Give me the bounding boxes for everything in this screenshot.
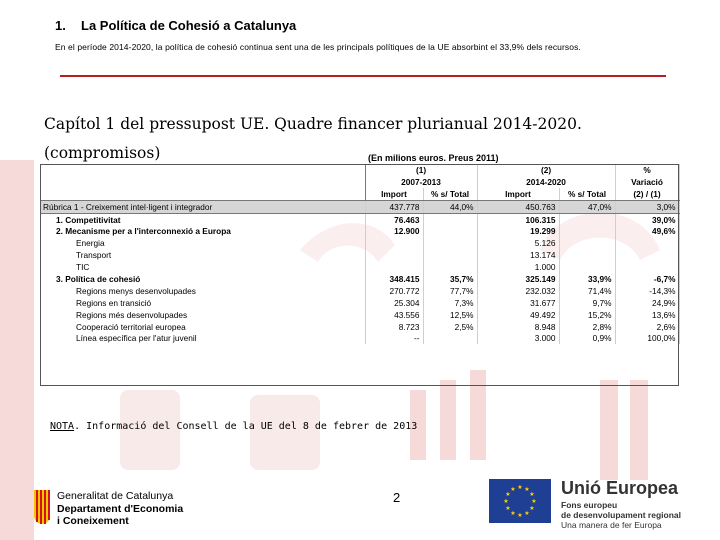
row-label: Transport [40,249,365,261]
gencat-logo [33,489,253,529]
cell-pct1 [423,332,477,344]
cell-pct1: 12,5% [423,309,477,321]
row-label: 2. Mecanisme per a l'interconnexió a Europa [40,225,365,237]
cell-var [615,249,679,261]
svg-text:★: ★ [517,484,523,491]
svg-text:★: ★ [517,512,523,519]
cell-import1: 25.304 [365,297,423,309]
cell-import2: 3.000 [477,332,559,344]
row-label: 1. Competitivitat [40,213,365,225]
cell-import2: 450.763 [477,200,559,213]
header-period1: 2007-2013 [365,176,477,188]
cell-pct1 [423,225,477,237]
header-import2: Import [477,188,559,200]
cell-pct1 [423,213,477,225]
header-import1: Import [365,188,423,200]
cell-import2: 19.299 [477,225,559,237]
cell-var: 3,0% [615,200,679,213]
header-pct2: % s/ Total [559,188,615,200]
table-row [40,273,679,285]
cell-var: 39,0% [615,213,679,225]
svg-text:★: ★ [529,491,535,498]
units-note: (En milions euros. Preus 2011) [368,153,499,163]
cell-import2: 13.174 [477,249,559,261]
row-label: Regions menys desenvolupades [40,285,365,297]
cell-pct2: 15,2% [559,309,615,321]
table-row [40,332,679,344]
header-period2-code: (2) [477,164,615,176]
header-var: (2) / (1) [615,188,679,200]
financial-table [40,164,680,344]
table-row [40,321,679,333]
cell-pct2: 0,9% [559,332,615,344]
cell-pct1 [423,249,477,261]
svg-text:★: ★ [505,491,511,498]
cell-import2: 232.032 [477,285,559,297]
cell-pct2: 9,7% [559,297,615,309]
svg-text:★: ★ [524,510,530,517]
table-row [40,213,679,225]
cell-pct1 [423,261,477,273]
cell-pct1: 77,7% [423,285,477,297]
cell-pct2: 71,4% [559,285,615,297]
section-number: 1. [55,18,66,33]
header-period1-code: (1) [365,164,477,176]
gencat-shield-icon [33,489,51,525]
note-prefix: NOTA [50,421,75,432]
cell-import2: 106.315 [477,213,559,225]
cell-pct2: 33,9% [559,273,615,285]
svg-text:★: ★ [531,498,537,505]
table-row [40,249,679,261]
svg-text:★: ★ [524,486,530,493]
cell-import1 [365,237,423,249]
cell-pct2 [559,249,615,261]
svg-text:★: ★ [510,510,516,517]
gencat-department: Departament d'Economia [57,503,184,515]
cell-var [615,261,679,273]
cell-var [615,237,679,249]
cell-import2: 49.492 [477,309,559,321]
cell-var: 100,0% [615,332,679,344]
cell-import2: 8.948 [477,321,559,333]
note-text: . Informació del Consell de la UE del 8 de febrer de 2013 [74,421,418,432]
table-row [40,309,679,321]
header-variation: Variació [615,176,679,188]
row-label: Rúbrica 1 - Creixement intel·ligent i integrador [40,200,365,213]
cell-var: -14,3% [615,285,679,297]
accent-divider [60,75,666,77]
cell-import2: 5.126 [477,237,559,249]
cell-import1: 8.723 [365,321,423,333]
header-variation-code: % [615,164,679,176]
eu-logo [489,478,714,530]
chapter-title: Capítol 1 del pressupost UE. Quadre financer plurianual 2014-2020. (compromisos) [44,115,582,162]
cell-var: 2,6% [615,321,679,333]
cell-import1 [365,261,423,273]
cell-import1: 270.772 [365,285,423,297]
eu-flag-icon [489,479,551,523]
row-label: Regions més desenvolupades [40,309,365,321]
row-label: Energia [40,237,365,249]
cell-pct1: 35,7% [423,273,477,285]
gencat-department-2: i Coneixement [57,515,129,527]
page-number: 2 [393,490,401,505]
svg-text:★: ★ [503,498,509,505]
cell-pct2 [559,261,615,273]
cell-pct1: 7,3% [423,297,477,309]
table-row [40,297,679,309]
svg-text:★: ★ [510,486,516,493]
eu-fund-line2: de desenvolupament regional [561,510,681,520]
source-note [50,421,417,432]
cell-import2: 1.000 [477,261,559,273]
cell-import1: -- [365,332,423,344]
row-label: Cooperació territorial europea [40,321,365,333]
cell-pct1: 44,0% [423,200,477,213]
eu-motto: Una manera de fer Europa [561,520,662,530]
cell-import2: 325.149 [477,273,559,285]
row-label: Línea específica per l'atur juvenil [40,332,365,344]
cell-import1: 43.556 [365,309,423,321]
svg-text:★: ★ [529,505,535,512]
section-heading [55,18,296,33]
cell-var: 13,6% [615,309,679,321]
svg-text:★: ★ [505,505,511,512]
cell-pct1: 2,5% [423,321,477,333]
table-row [40,225,679,237]
cell-import2: 31.677 [477,297,559,309]
cell-pct2 [559,237,615,249]
eu-fund-line1: Fons europeu [561,500,618,510]
cell-import1: 76.463 [365,213,423,225]
table-row [40,285,679,297]
section-title: La Política de Cohesió a Catalunya [81,18,297,33]
cell-pct2: 2,8% [559,321,615,333]
cell-import1: 437.778 [365,200,423,213]
cell-pct2 [559,213,615,225]
header-period2: 2014-2020 [477,176,615,188]
header-pct1: % s/ Total [423,188,477,200]
row-label: TIC [40,261,365,273]
row-label: Regions en transició [40,297,365,309]
cell-import1: 348.415 [365,273,423,285]
cell-var: 24,9% [615,297,679,309]
cell-pct2 [559,225,615,237]
table-row [40,200,679,213]
intro-text: En el període 2014-2020, la política de cohesió continua sent una de les principals polítiques de la UE absorbint el 33,9% dels recursos. [55,42,581,52]
table-row [40,261,679,273]
gencat-name: Generalitat de Catalunya [57,490,174,502]
cell-pct1 [423,237,477,249]
table-row [40,237,679,249]
eu-title: Unió Europea [561,478,679,498]
cell-var: 49,6% [615,225,679,237]
cell-import1: 12.900 [365,225,423,237]
row-label: 3. Política de cohesió [40,273,365,285]
cell-var: -6,7% [615,273,679,285]
cell-import1 [365,249,423,261]
cell-pct2: 47,0% [559,200,615,213]
